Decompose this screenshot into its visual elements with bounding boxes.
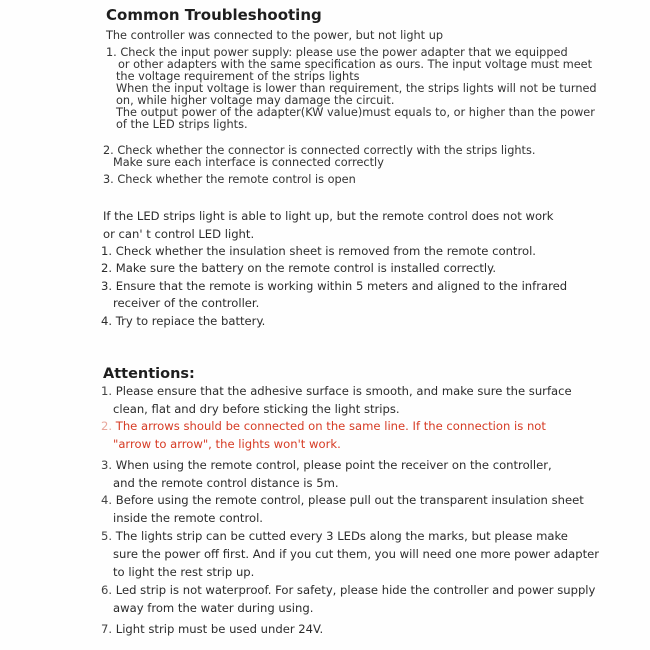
remote-item-1: 1. Check whether the insulation sheet is removed from the remote control. (101, 244, 536, 258)
text-line: clean, flat and dry before sticking the light strips. (113, 402, 400, 416)
item-number: 7. (101, 622, 113, 636)
text-line: 2. Check whether the connector is connected correctly with the strips lights. (103, 144, 536, 157)
text-line: to light the rest strip up. (113, 565, 255, 579)
remote-intro-line-2: or can' t control LED light. (103, 227, 255, 241)
text-line: When the input voltage is lower than requirement, the strips lights will not be turned (116, 82, 597, 95)
text-line: sure the power off first. And if you cut them, you will need one more power adapter (113, 547, 600, 561)
text-line: inside the remote control. (113, 511, 263, 525)
remote-item-3-cont: receiver of the controller. (113, 296, 260, 310)
text-line: away from the water during using. (113, 601, 314, 615)
text-line: Led strip is not waterproof. For safety, please hide the controller and power supply (115, 583, 596, 597)
text-line: The lights strip can be cutted every 3 LEDs along the marks, but please make (115, 529, 568, 543)
attention-item-2-warning (101, 420, 546, 451)
attention-item-7 (101, 623, 323, 636)
troubleshooting-item-3: 3. Check whether the remote control is open (103, 173, 356, 186)
text-line: and the remote control distance is 5m. (113, 476, 339, 490)
text-line: Light strip must be used under 24V. (115, 622, 324, 636)
remote-item-2: 2. Make sure the battery on the remote control is installed correctly. (101, 261, 497, 275)
text-line: of the LED strips lights. (116, 118, 248, 131)
text-line: Please ensure that the adhesive surface is smooth, and make sure the surface (115, 384, 572, 398)
text-line: on, while higher voltage may damage the circuit. (116, 94, 395, 107)
remote-intro-line-1: If the LED strips light is able to light up, but the remote control does not work (103, 209, 554, 223)
remote-item-3: 3. Ensure that the remote is working within 5 meters and aligned to the infrared (101, 279, 568, 293)
text-line: When using the remote control, please point the receiver on the controller, (115, 458, 552, 472)
attention-item-1 (101, 385, 572, 416)
troubleshooting-intro: The controller was connected to the power, but not light up (106, 29, 444, 42)
attentions-title: Attentions: (103, 366, 195, 382)
attention-item-3 (101, 459, 552, 490)
item-number: 5. (101, 529, 113, 543)
text-line: The arrows should be connected on the same line. If the connection is not (115, 419, 546, 433)
text-line: Before using the remote control, please pull out the transparent insulation sheet (115, 493, 584, 507)
item-number: 1. (101, 384, 113, 398)
item-number: 4. (101, 493, 113, 507)
text-line: or other adapters with the same specification as ours. The input voltage must meet (118, 58, 593, 71)
troubleshooting-item-2 (103, 145, 535, 169)
item-number: 3. (101, 458, 113, 472)
attention-item-5 (101, 530, 599, 579)
text-line: 1. Check the input power supply: please use the power adapter that we equipped (106, 46, 568, 59)
text-line: Make sure each interface is connected correctly (113, 156, 384, 169)
remote-item-4: 4. Try to repiace the battery. (101, 314, 266, 328)
troubleshooting-title: Common Troubleshooting (106, 6, 322, 24)
troubleshooting-item-1 (106, 47, 597, 131)
item-number: 6. (101, 583, 113, 597)
attention-item-6 (101, 584, 595, 615)
text-line: "arrow to arrow", the lights won't work. (113, 437, 341, 451)
text-line: the voltage requirement of the strips lights (116, 70, 360, 83)
text-line: The output power of the adapter(KW value)must equals to, or higher than the power (116, 106, 595, 119)
item-number: 2. (101, 419, 113, 433)
attention-item-4 (101, 494, 584, 525)
